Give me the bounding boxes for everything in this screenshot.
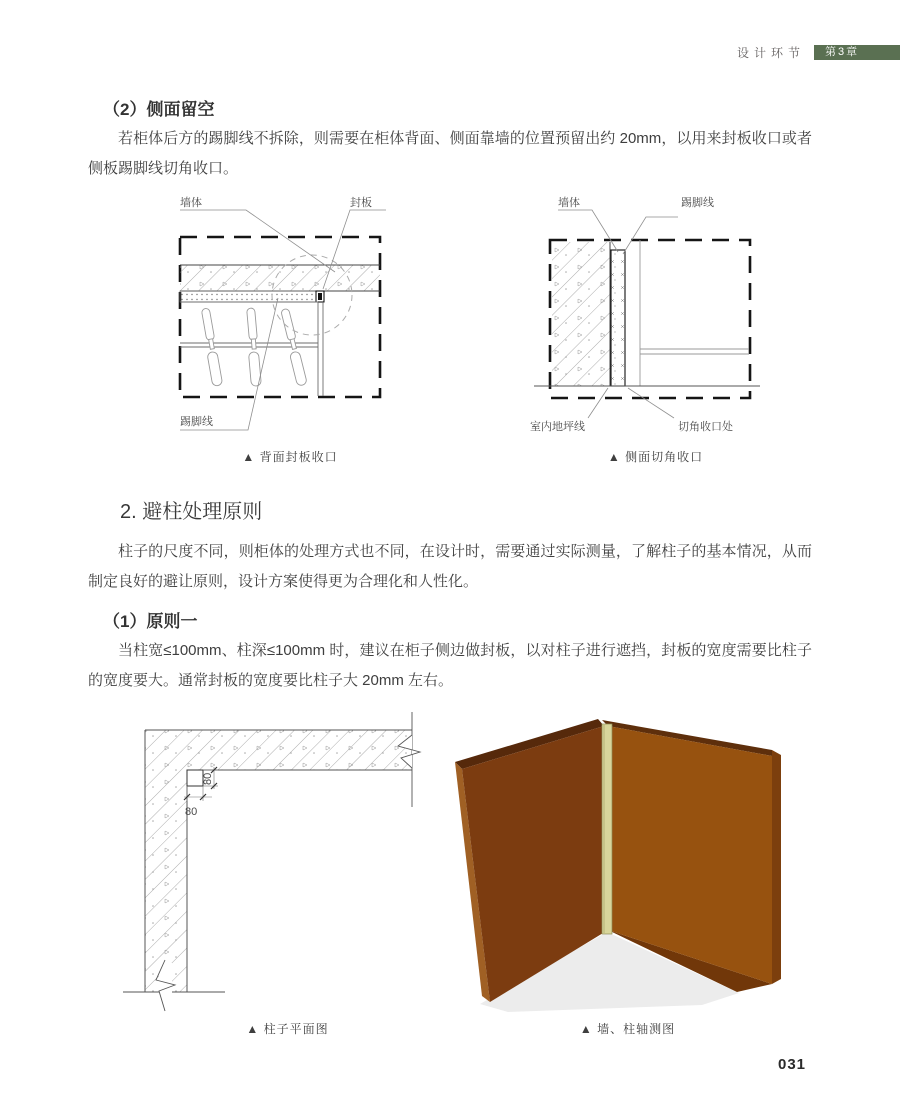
paragraph-principle-one: 当柱宽≤100mm、柱深≤100mm 时，建议在柜子侧边做封板，以对柱子进行遮挡，封板的宽度需要比柱子的宽度要大。通常封板的宽度要比柱子大 20mm 左右。 bbox=[88, 642, 812, 689]
heading-principle-one: （1）原则一 bbox=[103, 612, 198, 631]
caption-fig1: ▲ 背面封板收口 bbox=[242, 450, 338, 464]
label-cut-corner: 切角收口处 bbox=[678, 421, 733, 433]
label-wall: 墙体 bbox=[558, 197, 580, 209]
dim-label-vertical: 80 bbox=[202, 772, 214, 785]
caption-fig2: ▲ 侧面切角收口 bbox=[607, 450, 704, 464]
dimension-vertical bbox=[202, 767, 218, 789]
wall-l-shape bbox=[145, 730, 412, 992]
skirting-strip bbox=[611, 250, 625, 386]
heading-side-gap: （2）侧面留空 bbox=[103, 100, 215, 119]
caption-fig4: ▲ 墙、柱轴测图 bbox=[579, 1022, 676, 1036]
dim-label-horizontal: 80 bbox=[185, 806, 198, 818]
wall-band bbox=[180, 265, 380, 291]
panel-joint bbox=[316, 291, 324, 302]
dimension-horizontal bbox=[184, 786, 212, 818]
paragraph-side-gap: 若柜体后方的踢脚线不拆除，则需要在柜体背面、侧面靠墙的位置预留出约 20mm，以用来封板收口或者侧板踢脚线切角收口。 bbox=[88, 130, 812, 177]
right-wall-end-cap bbox=[772, 750, 781, 984]
figure-back-panel-diagram bbox=[150, 192, 450, 447]
skirting-strip bbox=[180, 291, 316, 302]
label-floor-line: 室内地坪线 bbox=[530, 421, 585, 433]
figure-wall-column-axon bbox=[450, 712, 880, 1012]
corner-column bbox=[602, 724, 612, 934]
label-wall: 墙体 bbox=[180, 197, 202, 209]
page-number: 031 bbox=[778, 1056, 807, 1073]
paragraph-column-avoidance: 柱子的尺度不同，则柜体的处理方式也不同，在设计时，需要通过实际测量，了解柱子的基本情况，从而制定良好的避让原则，设计方案使得更为合理化和人性化。 bbox=[88, 543, 812, 590]
label-skirting: 踢脚线 bbox=[180, 416, 213, 428]
heading-column-avoidance: 2. 避柱处理原则 bbox=[120, 501, 263, 523]
caption-fig3: ▲ 柱子平面图 bbox=[246, 1022, 329, 1036]
page-header bbox=[737, 44, 900, 60]
column-notch bbox=[187, 770, 203, 786]
figure-side-cut-diagram bbox=[528, 192, 853, 447]
header-section-title: 设计环节 bbox=[736, 45, 805, 60]
label-skirting: 踢脚线 bbox=[681, 197, 714, 209]
cabinet-lines bbox=[640, 240, 749, 386]
chapter-badge: 第3章 bbox=[814, 45, 900, 60]
label-panel: 封板 bbox=[350, 197, 372, 209]
figure-column-plan bbox=[115, 707, 445, 1012]
wall-band bbox=[552, 242, 610, 386]
